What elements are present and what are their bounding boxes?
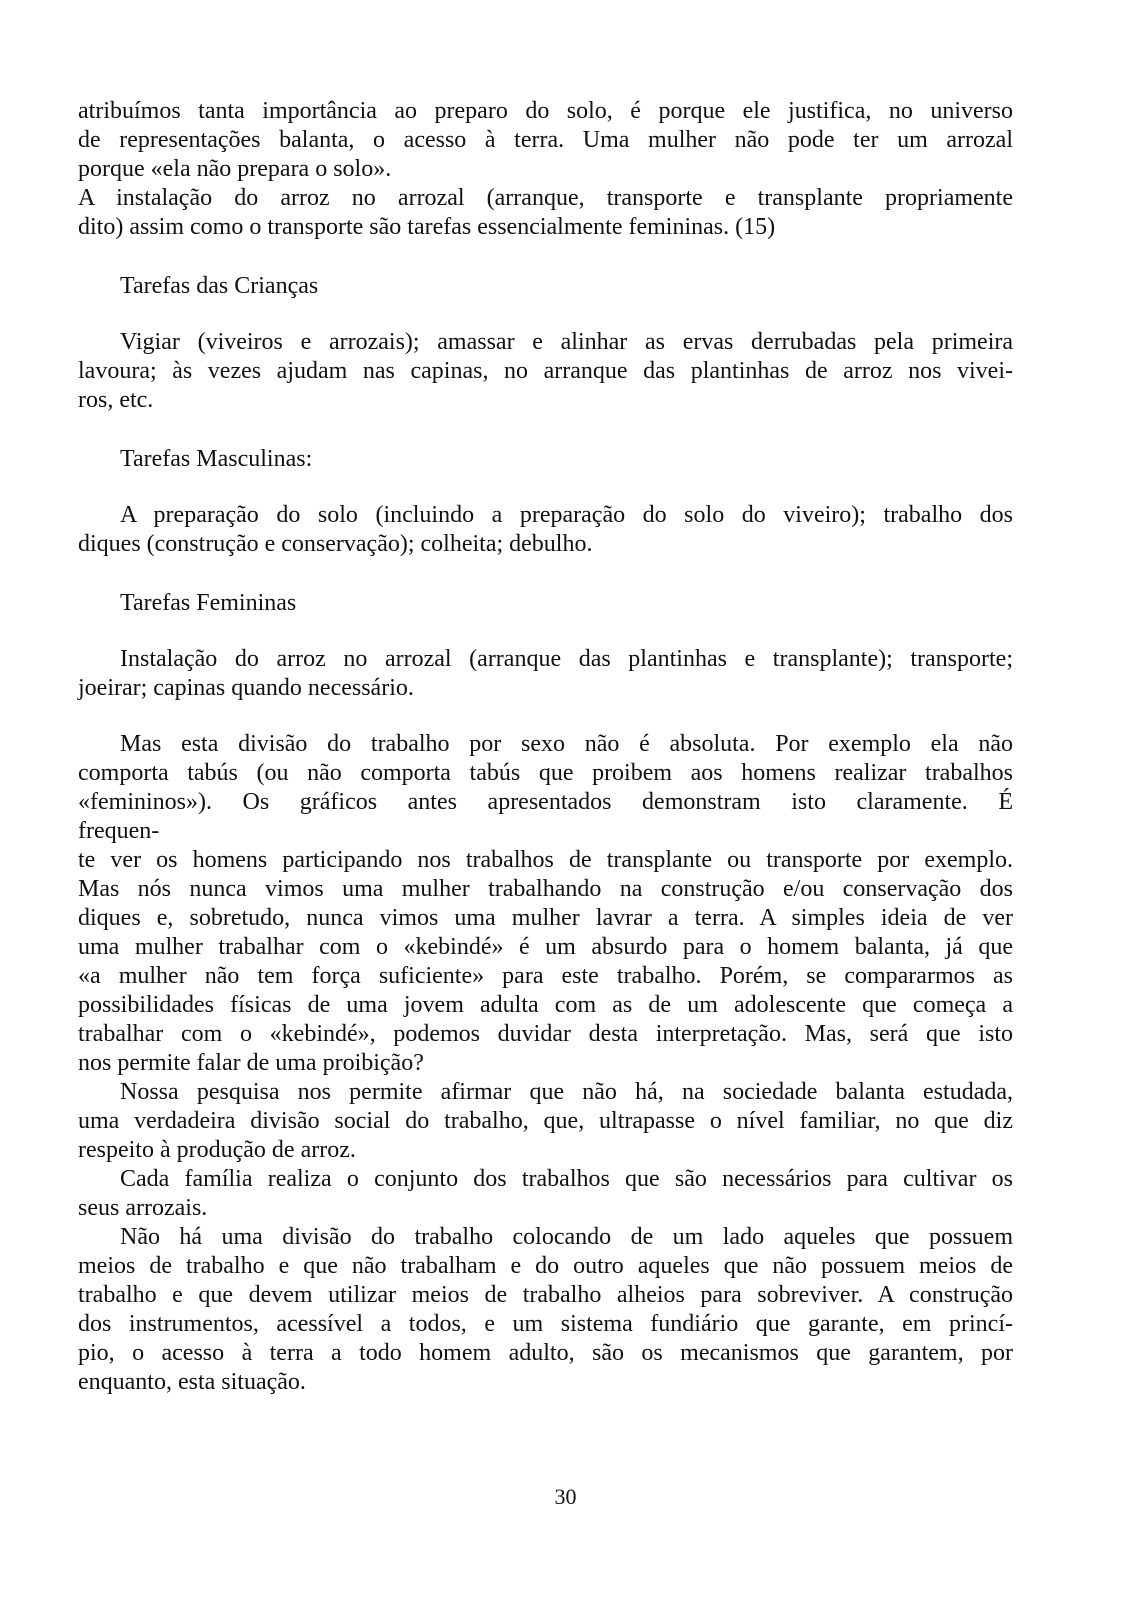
text-line: dos instrumentos, acessível a todos, e um sistema fundiário que garante, em princí- bbox=[78, 1311, 1013, 1337]
text-line: Cada família realiza o conjunto dos trabalhos que são necessários para cultivar os bbox=[120, 1166, 1013, 1192]
page-number: 30 bbox=[554, 1484, 577, 1509]
text-line: de representações balanta, o acesso à terra. Uma mulher não pode ter um arrozal bbox=[78, 127, 1013, 153]
text-line: meios de trabalho e que não trabalham e do outro aqueles que não possuem meios de bbox=[78, 1253, 1013, 1279]
text-line: trabalhar com o «kebindé», podemos duvidar desta interpretação. Mas, será que isto bbox=[78, 1021, 1013, 1047]
text-line: te ver os homens participando nos trabalhos de transplante ou transporte por exemplo. bbox=[78, 847, 1013, 873]
text-line: Mas esta divisão do trabalho por sexo não é absoluta. Por exemplo ela não bbox=[120, 731, 1013, 757]
male-tasks-paragraph bbox=[78, 501, 1013, 559]
text-line: possibilidades físicas de uma jovem adulta com as de um adolescente que começa a bbox=[78, 992, 1013, 1018]
text-line: «femininos»). Os gráficos antes apresentados demonstram isto claramente. É bbox=[78, 789, 1013, 815]
text-line: porque «ela não prepara o solo». bbox=[78, 156, 392, 182]
text-line: Instalação do arroz no arrozal (arranque das plantinhas e transplante); transporte; bbox=[120, 646, 1013, 672]
text-line: A preparação do solo (incluindo a preparação do solo do viveiro); trabalho dos bbox=[120, 502, 1013, 528]
children-tasks-heading: Tarefas das Crianças bbox=[120, 273, 319, 299]
text-line: diques e, sobretudo, nunca vimos uma mulher lavrar a terra. A simples ideia de ver bbox=[78, 905, 1013, 931]
children-tasks-paragraph bbox=[78, 328, 1013, 415]
text-line: enquanto, esta situação. bbox=[78, 1369, 306, 1395]
female-tasks-paragraph bbox=[78, 645, 1013, 703]
text-line: A instalação do arroz no arrozal (arranque, transporte e transplante propriamente bbox=[78, 185, 1013, 211]
family-paragraph bbox=[78, 1165, 1013, 1223]
female-tasks-heading: Tarefas Femininas bbox=[120, 590, 297, 616]
text-line: uma mulher trabalhar com o «kebindé» é um absurdo para o homem balanta, já que bbox=[78, 934, 1013, 960]
text-line: respeito à produção de arroz. bbox=[78, 1137, 356, 1163]
text-line: diques (construção e conservação); colheita; debulho. bbox=[78, 531, 593, 557]
division-paragraph bbox=[78, 730, 1013, 1078]
text-line: seus arrozais. bbox=[78, 1195, 208, 1221]
research-paragraph bbox=[78, 1078, 1013, 1165]
text-line: comporta tabús (ou não comporta tabús que proibem aos homens realizar trabalhos bbox=[78, 760, 1013, 786]
text-line: «a mulher não tem força suficiente» para este trabalho. Porém, se compararmos as bbox=[78, 963, 1013, 989]
text-line: ros, etc. bbox=[78, 387, 154, 413]
text-line: frequen- bbox=[78, 818, 160, 844]
opening-paragraph bbox=[78, 97, 1013, 184]
text-line: Mas nós nunca vimos uma mulher trabalhando na construção e/ou conservação dos bbox=[78, 876, 1013, 902]
means-paragraph bbox=[78, 1223, 1013, 1397]
installation-paragraph bbox=[78, 184, 1013, 242]
text-line: atribuímos tanta importância ao preparo do solo, é porque ele justifica, no universo bbox=[78, 98, 1013, 124]
text-line: Não há uma divisão do trabalho colocando de um lado aqueles que possuem bbox=[120, 1224, 1013, 1250]
text-line: nos permite falar de uma proibição? bbox=[78, 1050, 424, 1076]
text-line: dito) assim como o transporte são tarefas essencialmente femininas. (15) bbox=[78, 214, 776, 240]
text-line: lavoura; às vezes ajudam nas capinas, no arranque das plantinhas de arroz nos vivei- bbox=[78, 358, 1013, 384]
male-tasks-heading: Tarefas Masculinas: bbox=[120, 446, 313, 472]
text-line: trabalho e que devem utilizar meios de trabalho alheios para sobreviver. A construção bbox=[78, 1282, 1013, 1308]
text-line: Nossa pesquisa nos permite afirmar que não há, na sociedade balanta estudada, bbox=[120, 1079, 1013, 1105]
text-line: Vigiar (viveiros e arrozais); amassar e alinhar as ervas derrubadas pela primeira bbox=[120, 329, 1013, 355]
text-line: uma verdadeira divisão social do trabalho, que, ultrapasse o nível familiar, no que diz bbox=[78, 1108, 1013, 1134]
text-line: joeirar; capinas quando necessário. bbox=[78, 675, 414, 701]
text-line: pio, o acesso à terra a todo homem adulto, são os mecanismos que garantem, por bbox=[78, 1340, 1013, 1366]
